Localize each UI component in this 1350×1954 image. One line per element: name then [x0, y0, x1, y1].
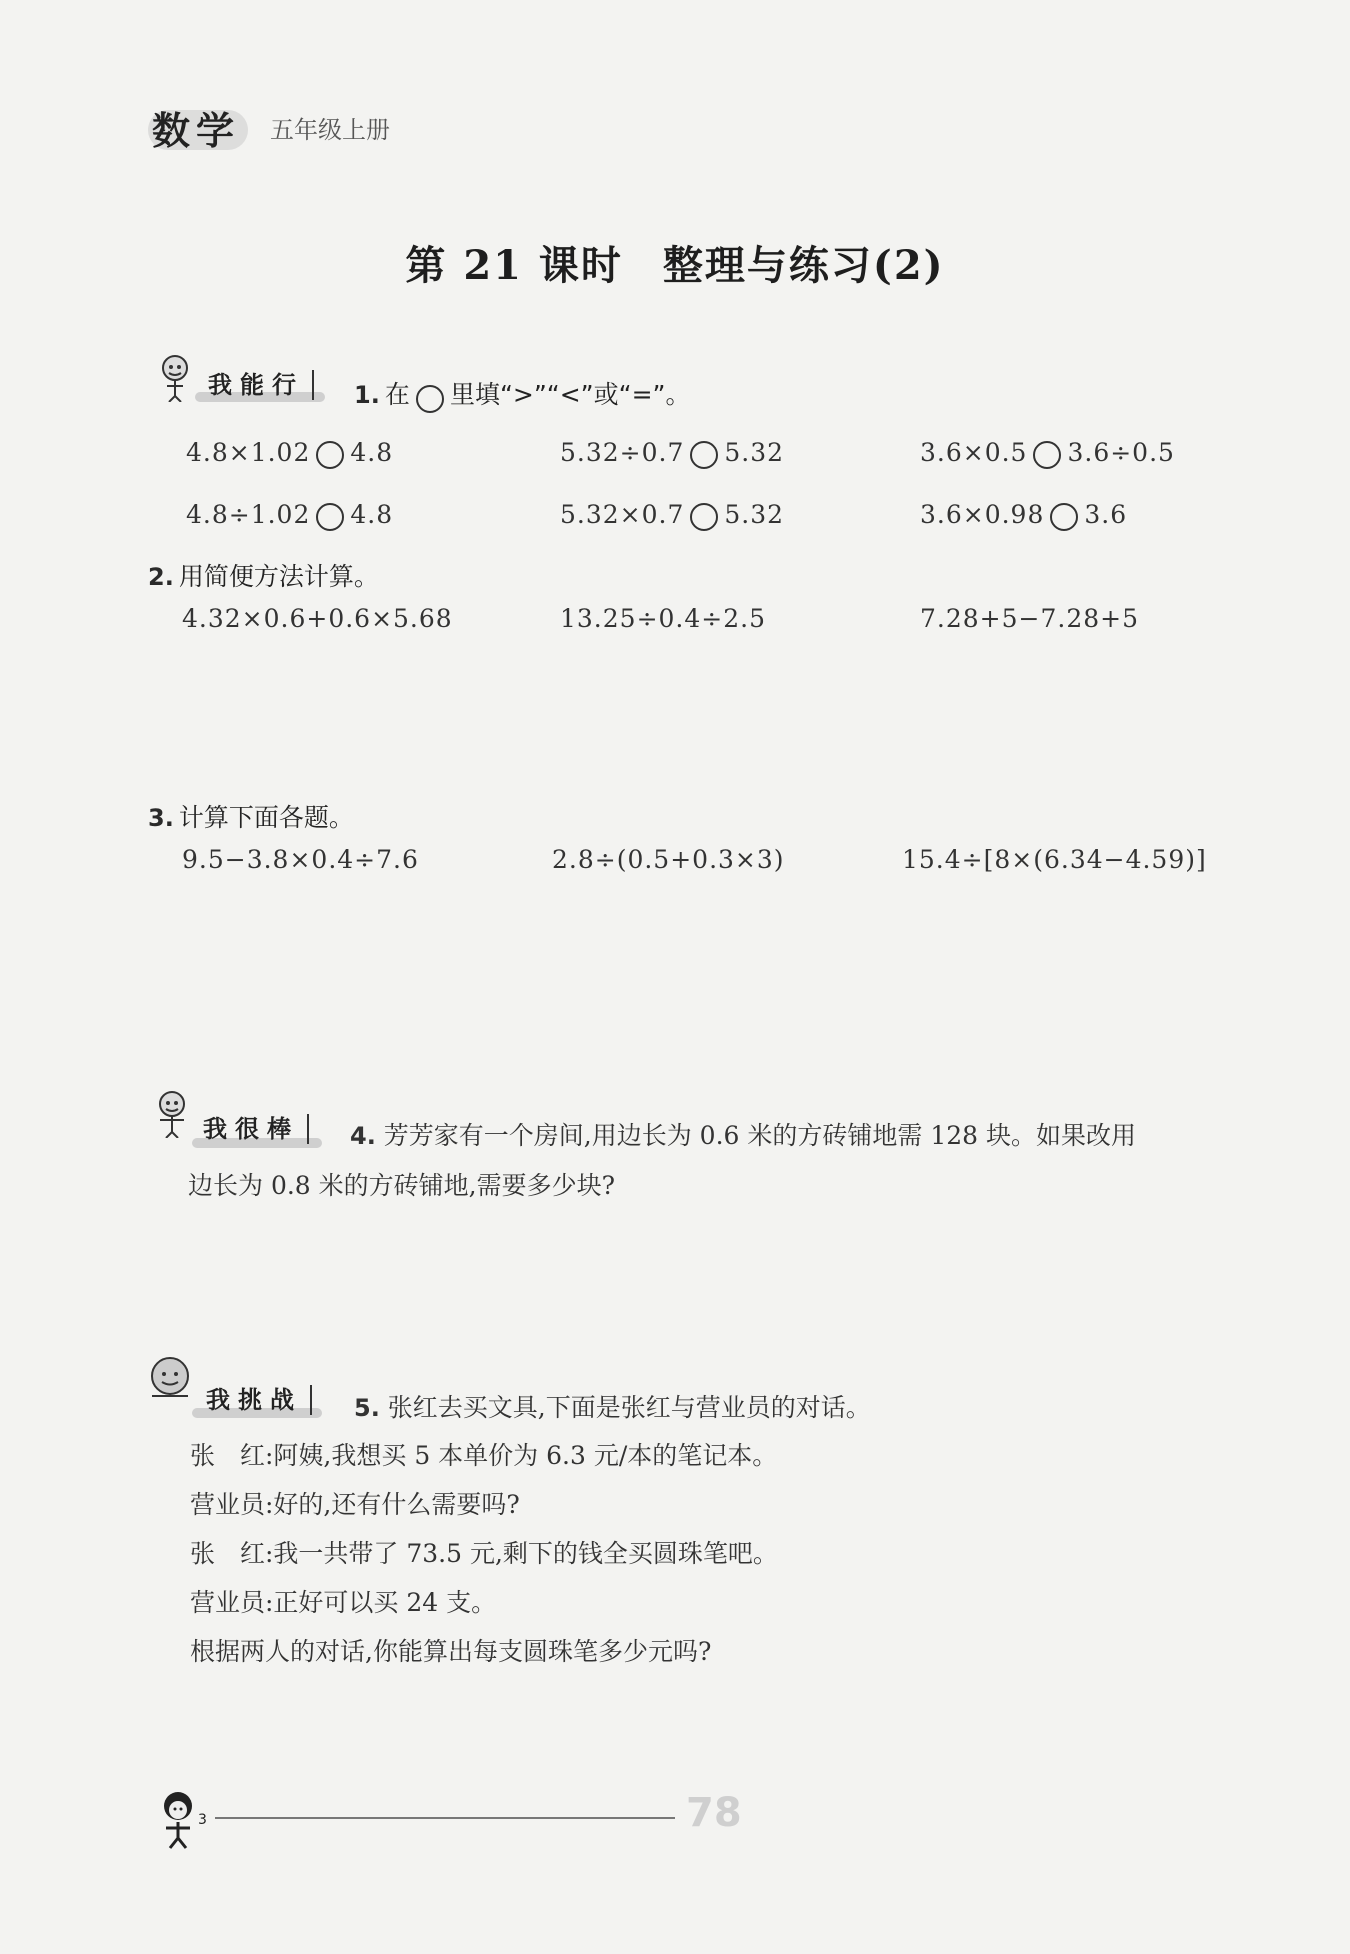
- q1-item-3: [920, 438, 1175, 469]
- footer-rule: [215, 1817, 675, 1819]
- q1-item-2-left: 5.32÷0.7: [560, 438, 685, 467]
- q1-text-b: 里填“>”“<”或“=”。: [449, 380, 691, 409]
- q1-item-5-blank[interactable]: [690, 503, 718, 531]
- q3-item-1: 9.5−3.8×0.4÷7.6: [182, 845, 419, 874]
- q5-dialog-1: 张 红:阿姨,我想买 5 本单价为 6.3 元/本的笔记本。: [190, 1441, 778, 1470]
- page-number: 78: [686, 1790, 742, 1836]
- q4-line-1: [350, 1116, 1136, 1152]
- q5-dialog-3: 张 红:我一共带了 73.5 元,剩下的钱全买圆珠笔吧。: [190, 1539, 778, 1568]
- q2-item-2: 13.25÷0.4÷2.5: [560, 604, 766, 633]
- q1-item-2-blank[interactable]: [690, 441, 718, 469]
- q1-item-3-right: 3.6÷0.5: [1067, 438, 1175, 467]
- circle-blank-icon: [416, 385, 444, 413]
- q1-item-6: [920, 500, 1127, 531]
- q1-item-1-left: 4.8×1.02: [186, 438, 311, 467]
- q5-question: 根据两人的对话,你能算出每支圆珠笔多少元吗?: [190, 1637, 712, 1666]
- q4-line-2: 边长为 0.8 米的方砖铺地,需要多少块?: [188, 1171, 616, 1200]
- q1-item-4-blank[interactable]: [316, 503, 344, 531]
- mascot-icon: [150, 1088, 194, 1142]
- lesson-topic: 整理与练习(2): [662, 242, 945, 289]
- q1-item-5: [560, 500, 784, 531]
- q3-item-2: 2.8÷(0.5+0.3×3): [552, 845, 785, 874]
- q1-item-2-right: 5.32: [724, 438, 785, 467]
- q1-item-4-left: 4.8÷1.02: [186, 500, 311, 529]
- mascot-icon: [155, 352, 199, 406]
- q4-number: 4.: [350, 1122, 376, 1150]
- q2-text: 用简便方法计算。: [178, 562, 379, 591]
- q3-number: 3.: [148, 804, 174, 832]
- q1-prompt: [354, 375, 691, 413]
- q1-item-3-blank[interactable]: [1033, 441, 1061, 469]
- q1-item-6-left: 3.6×0.98: [920, 500, 1045, 529]
- q3-prompt: [148, 798, 354, 834]
- section-badge-3: 我挑战: [206, 1385, 312, 1415]
- lesson-number: 第 21 课时: [405, 242, 623, 289]
- q5-dialog-2: 营业员:好的,还有什么需要吗?: [190, 1490, 520, 1519]
- q1-item-1: [186, 438, 393, 469]
- q1-number: 1.: [354, 381, 380, 409]
- q3-item-3: 15.4÷[8×(6.34−4.59)]: [902, 845, 1207, 874]
- q1-item-6-blank[interactable]: [1050, 503, 1078, 531]
- q1-item-4-right: 4.8: [350, 500, 394, 529]
- q1-item-2: [560, 438, 784, 469]
- q1-item-3-left: 3.6×0.5: [920, 438, 1028, 467]
- q5-number: 5.: [354, 1394, 380, 1422]
- header-subject: 数学: [152, 109, 241, 153]
- q5-dialog-4: 营业员:正好可以买 24 支。: [190, 1588, 497, 1617]
- q4-text-1: 芳芳家有一个房间,用边长为 0.6 米的方砖铺地需 128 块。如果改用: [383, 1121, 1136, 1150]
- mascot-icon: [148, 1356, 192, 1410]
- q2-number: 2.: [148, 563, 174, 591]
- q2-item-3: 7.28+5−7.28+5: [920, 604, 1139, 633]
- q1-item-4: [186, 500, 393, 531]
- q2-prompt: [148, 557, 379, 593]
- section-badge-1: 我能行: [208, 370, 314, 400]
- q1-item-6-right: 3.6: [1084, 500, 1128, 529]
- q1-text-a: 在: [384, 380, 410, 409]
- q5-prompt: [354, 1388, 871, 1424]
- q2-item-1: 4.32×0.6+0.6×5.68: [182, 604, 453, 633]
- q1-item-1-right: 4.8: [350, 438, 394, 467]
- q5-text: 张红去买文具,下面是张红与营业员的对话。: [387, 1393, 871, 1422]
- q3-text: 计算下面各题。: [178, 803, 354, 832]
- svg-text:3: 3: [198, 1812, 207, 1828]
- footer-mascot-icon: [152, 1788, 212, 1854]
- lesson-title: [0, 234, 1350, 291]
- header-grade: 五年级上册: [270, 116, 390, 144]
- section-badge-2: 我很棒: [203, 1114, 309, 1144]
- q1-item-1-blank[interactable]: [316, 441, 344, 469]
- q1-item-5-right: 5.32: [724, 500, 785, 529]
- q1-item-5-left: 5.32×0.7: [560, 500, 685, 529]
